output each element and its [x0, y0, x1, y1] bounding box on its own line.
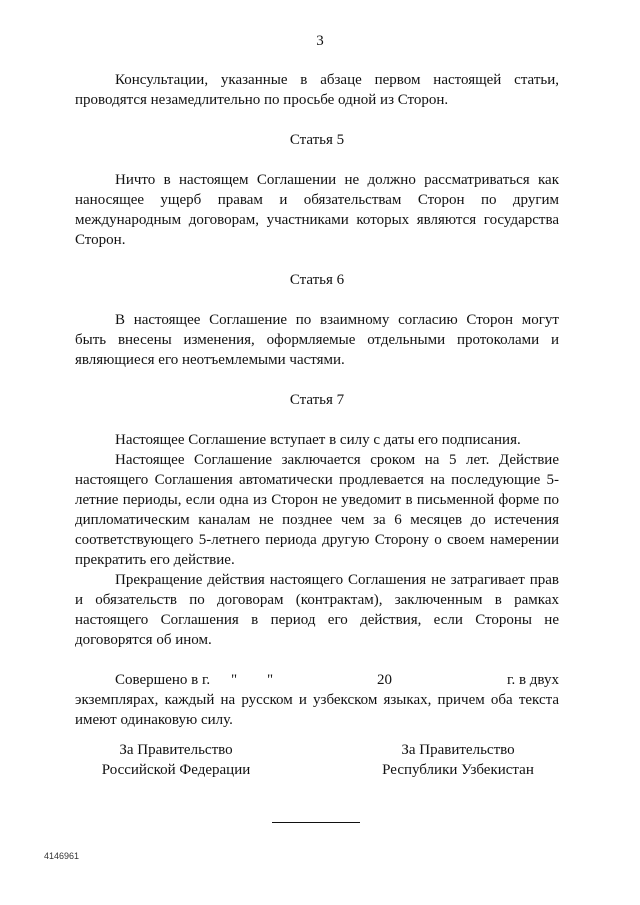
signature-uzbekistan	[317, 740, 559, 780]
done-at-quote-open: "	[231, 672, 238, 688]
done-at-copies: г. в двух	[507, 672, 559, 688]
signature-block	[75, 740, 559, 780]
article-6-text: В настоящее Соглашение по взаимному согласию Сторон могут быть внесены изменения, оформляемые отдельными протоколами и являющиеся его неотъемлемыми частями.	[75, 312, 559, 368]
page-number: 3	[316, 33, 324, 49]
done-at-line	[115, 670, 559, 690]
article-7-paragraph-2: Настоящее Соглашение заключается сроком на 5 лет. Действие настоящего Соглашения автоматически продлевается на последующие 5-летние периоды, если одна из Сторон не уведомит в письменной форме по дипломатическим каналам не позднее чем за 6 месяцев до истечения соответствующего 5-летнего периода другую Сторону о своем намерении прекратить его действие.	[75, 452, 559, 568]
signature-russia	[75, 740, 317, 780]
done-at-quote-close: "	[267, 672, 274, 688]
done-at-continuation: экземплярах, каждый на русском и узбекском языках, причем оба текста имеют одинаковую силу.	[75, 692, 559, 728]
document-body	[75, 70, 559, 730]
closing-rule	[272, 822, 360, 823]
article-6-heading: Статья 6	[289, 272, 345, 288]
signature-russia-line-2: Российской Федерации	[101, 762, 251, 778]
signature-russia-line-1: За Правительство	[119, 742, 233, 758]
article-7-heading: Статья 7	[289, 392, 345, 408]
article-5-text: Ничто в настоящем Соглашении не должно рассматриваться как наносящее ущерб правам и обязательствам Сторон по другим международным договорам, участниками которых являются государства Сторон.	[75, 172, 559, 248]
signature-uzbekistan-line-2: Республики Узбекистан	[382, 762, 534, 778]
done-at-year: 20	[377, 672, 392, 688]
article-7-paragraph-3: Прекращение действия настоящего Соглашения не затрагивает прав и обязательств по договорам (контрактам), заключенным в рамках настоящего Соглашения в период его действия, если Стороны не договорятся об ином.	[75, 572, 559, 648]
consultations-paragraph: Консультации, указанные в абзаце первом настоящей статьи, проводятся незамедлительно по просьбе одной из Сторон.	[75, 72, 559, 108]
done-at-place: Совершено в г.	[115, 672, 211, 688]
article-7-paragraph-1: Настоящее Соглашение вступает в силу с даты его подписания.	[115, 432, 521, 448]
signature-uzbekistan-line-1: За Правительство	[401, 742, 515, 758]
article-5-heading: Статья 5	[289, 132, 345, 148]
document-code: 4146961	[44, 851, 80, 861]
